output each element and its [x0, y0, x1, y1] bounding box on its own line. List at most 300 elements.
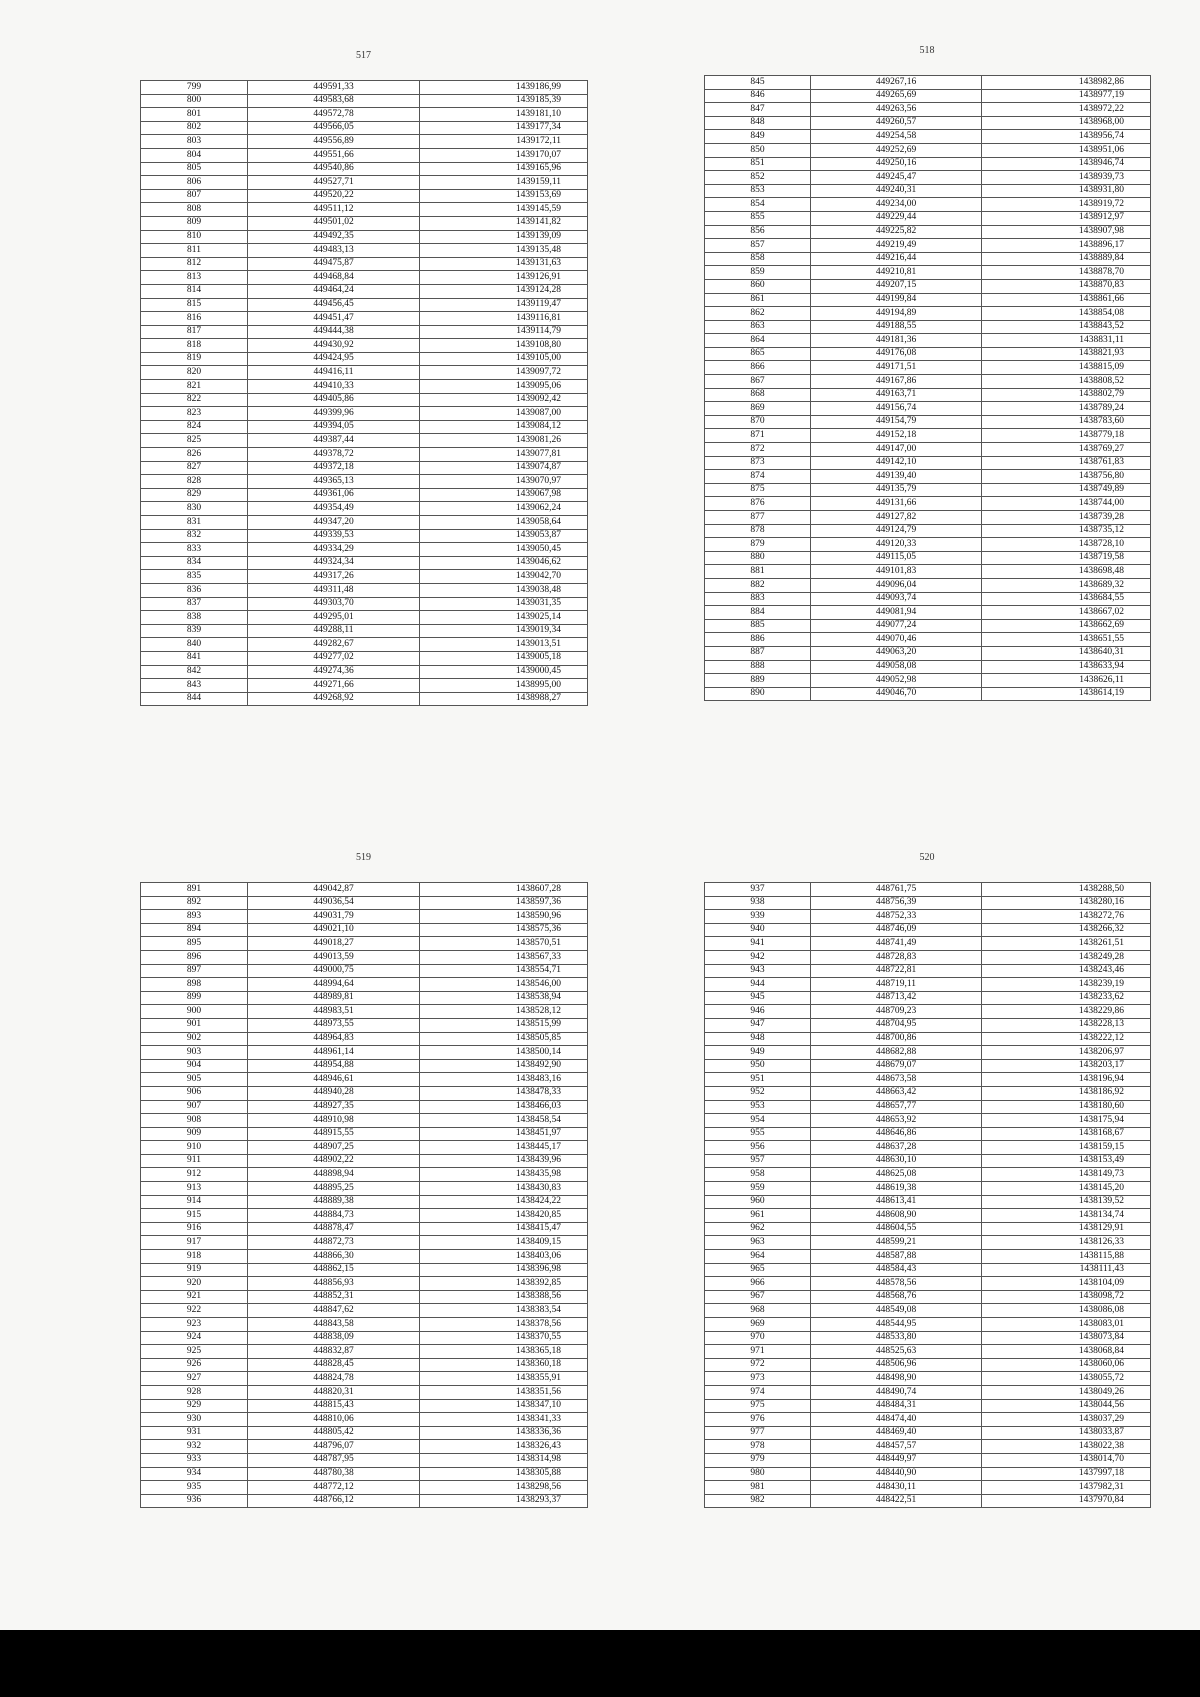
point-number: 959: [705, 1182, 811, 1196]
x-coordinate: 449229,44: [811, 211, 982, 225]
table-row: [141, 1209, 588, 1223]
x-coordinate: 449176,08: [811, 347, 982, 361]
point-number: 906: [141, 1086, 248, 1100]
y-coordinate: 1438744,00: [982, 497, 1151, 511]
x-coordinate: 449405,86: [248, 393, 420, 407]
point-number: 801: [141, 108, 248, 122]
y-coordinate: 1438180,60: [982, 1100, 1151, 1114]
table-row: [141, 216, 588, 230]
x-coordinate: 448810,06: [248, 1413, 420, 1427]
y-coordinate: 1438756,80: [982, 470, 1151, 484]
point-number: 961: [705, 1209, 811, 1223]
x-coordinate: 449077,24: [811, 619, 982, 633]
y-coordinate: 1439092,42: [420, 393, 588, 407]
x-coordinate: 448704,95: [811, 1018, 982, 1032]
y-coordinate: 1438789,24: [982, 402, 1151, 416]
page-number: 520: [919, 852, 935, 863]
table-row: [705, 1290, 1151, 1304]
y-coordinate: 1438243,46: [982, 964, 1151, 978]
y-coordinate: 1439119,47: [420, 298, 588, 312]
x-coordinate: 448653,92: [811, 1114, 982, 1128]
x-coordinate: 448843,58: [248, 1318, 420, 1332]
point-number: 913: [141, 1182, 248, 1196]
table-row: [141, 420, 588, 434]
x-coordinate: 449265,69: [811, 89, 982, 103]
y-coordinate: 1438104,09: [982, 1277, 1151, 1291]
table-row: [705, 293, 1151, 307]
point-number: 903: [141, 1046, 248, 1060]
point-number: 941: [705, 937, 811, 951]
x-coordinate: 449540,86: [248, 162, 420, 176]
y-coordinate: 1437982,31: [982, 1481, 1151, 1495]
x-coordinate: 449013,59: [248, 950, 420, 964]
coordinates-table: [140, 80, 588, 706]
table-row: [141, 1318, 588, 1332]
point-number: 876: [705, 497, 811, 511]
table-row: [141, 1263, 588, 1277]
x-coordinate: 448713,42: [811, 991, 982, 1005]
point-number: 916: [141, 1222, 248, 1236]
point-number: 805: [141, 162, 248, 176]
y-coordinate: 1438570,51: [420, 937, 588, 951]
y-coordinate: 1438396,98: [420, 1263, 588, 1277]
x-coordinate: 448973,55: [248, 1018, 420, 1032]
y-coordinate: 1438037,29: [982, 1413, 1151, 1427]
y-coordinate: 1439131,63: [420, 257, 588, 271]
table-row: [705, 1494, 1151, 1508]
point-number: 828: [141, 475, 248, 489]
y-coordinate: 1438861,66: [982, 293, 1151, 307]
y-coordinate: 1439185,39: [420, 94, 588, 108]
y-coordinate: 1438435,98: [420, 1168, 588, 1182]
table-row: [705, 1331, 1151, 1345]
x-coordinate: 448625,08: [811, 1168, 982, 1182]
table-row: [705, 320, 1151, 334]
x-coordinate: 448728,83: [811, 950, 982, 964]
point-number: 921: [141, 1290, 248, 1304]
point-number: 879: [705, 538, 811, 552]
point-number: 978: [705, 1440, 811, 1454]
y-coordinate: 1438528,12: [420, 1005, 588, 1019]
y-coordinate: 1438222,12: [982, 1032, 1151, 1046]
table-row: [141, 271, 588, 285]
table-row: [141, 189, 588, 203]
x-coordinate: 449277,02: [248, 651, 420, 665]
y-coordinate: 1438424,22: [420, 1195, 588, 1209]
table-row: [705, 1358, 1151, 1372]
point-number: 923: [141, 1318, 248, 1332]
point-number: 900: [141, 1005, 248, 1019]
x-coordinate: 448646,86: [811, 1127, 982, 1141]
y-coordinate: 1439153,69: [420, 189, 588, 203]
table-row: [705, 937, 1151, 951]
table-row: [705, 402, 1151, 416]
table-row: [141, 176, 588, 190]
x-coordinate: 449424,95: [248, 352, 420, 366]
table-row: [705, 361, 1151, 375]
point-number: 814: [141, 284, 248, 298]
y-coordinate: 1439050,45: [420, 543, 588, 557]
point-number: 852: [705, 171, 811, 185]
table-row: [705, 1304, 1151, 1318]
y-coordinate: 1438633,94: [982, 660, 1151, 674]
table-row: [705, 964, 1151, 978]
table-row: [705, 950, 1151, 964]
point-number: 974: [705, 1385, 811, 1399]
x-coordinate: 449260,57: [811, 116, 982, 130]
point-number: 919: [141, 1263, 248, 1277]
table-row: [141, 434, 588, 448]
x-coordinate: 449572,78: [248, 108, 420, 122]
table-row: [705, 619, 1151, 633]
y-coordinate: 1438126,33: [982, 1236, 1151, 1250]
y-coordinate: 1438815,09: [982, 361, 1151, 375]
y-coordinate: 1438115,88: [982, 1250, 1151, 1264]
y-coordinate: 1439114,79: [420, 325, 588, 339]
point-number: 830: [141, 502, 248, 516]
table-row: [705, 687, 1151, 701]
table-row: [705, 511, 1151, 525]
table-row: [705, 429, 1151, 443]
y-coordinate: 1438439,96: [420, 1154, 588, 1168]
y-coordinate: 1439077,81: [420, 448, 588, 462]
table-row: [141, 1086, 588, 1100]
table-row: [705, 1195, 1151, 1209]
x-coordinate: 448847,62: [248, 1304, 420, 1318]
point-number: 980: [705, 1467, 811, 1481]
x-coordinate: 448796,07: [248, 1440, 420, 1454]
page-number: 519: [356, 852, 371, 863]
x-coordinate: 449210,81: [811, 266, 982, 280]
y-coordinate: 1438651,55: [982, 633, 1151, 647]
y-coordinate: 1438662,69: [982, 619, 1151, 633]
point-number: 872: [705, 443, 811, 457]
x-coordinate: 449031,79: [248, 910, 420, 924]
x-coordinate: 449154,79: [811, 415, 982, 429]
y-coordinate: 1438614,19: [982, 687, 1151, 701]
coordinates-table: [704, 75, 1151, 701]
x-coordinate: 448637,28: [811, 1141, 982, 1155]
y-coordinate: 1438139,52: [982, 1195, 1151, 1209]
x-coordinate: 448866,30: [248, 1250, 420, 1264]
y-coordinate: 1438500,14: [420, 1046, 588, 1060]
table-row: [705, 1100, 1151, 1114]
table-row: [705, 551, 1151, 565]
point-number: 939: [705, 910, 811, 924]
point-number: 808: [141, 203, 248, 217]
x-coordinate: 449181,36: [811, 334, 982, 348]
x-coordinate: 449271,66: [248, 679, 420, 693]
y-coordinate: 1438597,36: [420, 896, 588, 910]
y-coordinate: 1438326,43: [420, 1440, 588, 1454]
y-coordinate: 1439172,11: [420, 135, 588, 149]
point-number: 891: [141, 883, 248, 897]
x-coordinate: 448907,25: [248, 1141, 420, 1155]
table-row: [141, 1372, 588, 1386]
x-coordinate: 448954,88: [248, 1059, 420, 1073]
y-coordinate: 1439013,51: [420, 638, 588, 652]
point-number: 954: [705, 1114, 811, 1128]
y-coordinate: 1439145,59: [420, 203, 588, 217]
y-coordinate: 1438445,17: [420, 1141, 588, 1155]
table-row: [141, 570, 588, 584]
x-coordinate: 449240,31: [811, 184, 982, 198]
y-coordinate: 1438843,52: [982, 320, 1151, 334]
x-coordinate: 449475,87: [248, 257, 420, 271]
table-row: [141, 1481, 588, 1495]
page-number: 517: [356, 50, 371, 61]
y-coordinate: 1437997,18: [982, 1467, 1151, 1481]
point-number: 931: [141, 1426, 248, 1440]
point-number: 979: [705, 1453, 811, 1467]
y-coordinate: 1438982,86: [982, 76, 1151, 90]
point-number: 950: [705, 1059, 811, 1073]
x-coordinate: 448682,88: [811, 1046, 982, 1060]
table-row: [141, 393, 588, 407]
y-coordinate: 1438689,32: [982, 578, 1151, 592]
x-coordinate: 448746,09: [811, 923, 982, 937]
x-coordinate: 449399,96: [248, 407, 420, 421]
x-coordinate: 448430,11: [811, 1481, 982, 1495]
y-coordinate: 1439058,64: [420, 516, 588, 530]
y-coordinate: 1438968,00: [982, 116, 1151, 130]
x-coordinate: 449156,74: [811, 402, 982, 416]
table-row: [705, 991, 1151, 1005]
table-row: [705, 538, 1151, 552]
x-coordinate: 449267,16: [811, 76, 982, 90]
x-coordinate: 449234,00: [811, 198, 982, 212]
y-coordinate: 1439084,12: [420, 420, 588, 434]
table-row: [141, 1032, 588, 1046]
table-row: [705, 130, 1151, 144]
y-coordinate: 1438111,43: [982, 1263, 1151, 1277]
point-number: 829: [141, 488, 248, 502]
x-coordinate: 449018,27: [248, 937, 420, 951]
table-row: [705, 1018, 1151, 1032]
y-coordinate: 1438272,76: [982, 910, 1151, 924]
table-row: [705, 1426, 1151, 1440]
point-number: 878: [705, 524, 811, 538]
table-row: [141, 135, 588, 149]
x-coordinate: 449520,22: [248, 189, 420, 203]
y-coordinate: 1439124,28: [420, 284, 588, 298]
y-coordinate: 1438808,52: [982, 375, 1151, 389]
point-number: 896: [141, 950, 248, 964]
x-coordinate: 449317,26: [248, 570, 420, 584]
x-coordinate: 448915,55: [248, 1127, 420, 1141]
point-number: 841: [141, 651, 248, 665]
point-number: 971: [705, 1345, 811, 1359]
table-row: [141, 1154, 588, 1168]
point-number: 917: [141, 1236, 248, 1250]
table-row: [705, 1440, 1151, 1454]
page-number: 518: [919, 45, 935, 56]
point-number: 848: [705, 116, 811, 130]
table-row: [705, 456, 1151, 470]
x-coordinate: 448484,31: [811, 1399, 982, 1413]
x-coordinate: 448700,86: [811, 1032, 982, 1046]
table-row: [141, 978, 588, 992]
table-row: [141, 1467, 588, 1481]
point-number: 803: [141, 135, 248, 149]
table-row: [705, 171, 1151, 185]
y-coordinate: 1439116,81: [420, 312, 588, 326]
y-coordinate: 1439046,62: [420, 556, 588, 570]
y-coordinate: 1438626,11: [982, 674, 1151, 688]
x-coordinate: 448544,95: [811, 1318, 982, 1332]
point-number: 873: [705, 456, 811, 470]
x-coordinate: 448862,15: [248, 1263, 420, 1277]
table-row: [141, 1168, 588, 1182]
point-number: 935: [141, 1481, 248, 1495]
point-number: 838: [141, 611, 248, 625]
x-coordinate: 449387,44: [248, 434, 420, 448]
x-coordinate: 449093,74: [811, 592, 982, 606]
table-row: [705, 1345, 1151, 1359]
point-number: 858: [705, 252, 811, 266]
y-coordinate: 1438360,18: [420, 1358, 588, 1372]
x-coordinate: 448457,57: [811, 1440, 982, 1454]
table-row: [141, 352, 588, 366]
x-coordinate: 448832,87: [248, 1345, 420, 1359]
x-coordinate: 448469,40: [811, 1426, 982, 1440]
point-number: 825: [141, 434, 248, 448]
point-number: 835: [141, 570, 248, 584]
y-coordinate: 1438466,03: [420, 1100, 588, 1114]
y-coordinate: 1438014,70: [982, 1453, 1151, 1467]
y-coordinate: 1438988,27: [420, 692, 588, 706]
table-row: [705, 1127, 1151, 1141]
y-coordinate: 1439141,82: [420, 216, 588, 230]
x-coordinate: 448884,73: [248, 1209, 420, 1223]
point-number: 860: [705, 279, 811, 293]
x-coordinate: 448852,31: [248, 1290, 420, 1304]
table-row: [705, 225, 1151, 239]
y-coordinate: 1438546,00: [420, 978, 588, 992]
x-coordinate: 448805,42: [248, 1426, 420, 1440]
y-coordinate: 1439005,18: [420, 651, 588, 665]
y-coordinate: 1439126,91: [420, 271, 588, 285]
x-coordinate: 449188,55: [811, 320, 982, 334]
table-row: [705, 470, 1151, 484]
y-coordinate: 1438590,96: [420, 910, 588, 924]
point-number: 846: [705, 89, 811, 103]
point-number: 871: [705, 429, 811, 443]
table-row: [141, 448, 588, 462]
y-coordinate: 1439177,34: [420, 121, 588, 135]
table-row: [705, 266, 1151, 280]
y-coordinate: 1438288,50: [982, 883, 1151, 897]
y-coordinate: 1439000,45: [420, 665, 588, 679]
x-coordinate: 449456,45: [248, 298, 420, 312]
table-row: [141, 1100, 588, 1114]
x-coordinate: 448619,38: [811, 1182, 982, 1196]
point-number: 957: [705, 1154, 811, 1168]
table-row: [141, 475, 588, 489]
y-coordinate: 1438249,28: [982, 950, 1151, 964]
y-coordinate: 1439159,11: [420, 176, 588, 190]
y-coordinate: 1438802,79: [982, 388, 1151, 402]
y-coordinate: 1438684,55: [982, 592, 1151, 606]
x-coordinate: 449303,70: [248, 597, 420, 611]
y-coordinate: 1439186,99: [420, 81, 588, 95]
point-number: 937: [705, 883, 811, 897]
x-coordinate: 448498,90: [811, 1372, 982, 1386]
x-coordinate: 449219,49: [811, 239, 982, 253]
x-coordinate: 449254,58: [811, 130, 982, 144]
point-number: 976: [705, 1413, 811, 1427]
y-coordinate: 1438022,38: [982, 1440, 1151, 1454]
point-number: 908: [141, 1114, 248, 1128]
x-coordinate: 448549,08: [811, 1304, 982, 1318]
x-coordinate: 448772,12: [248, 1481, 420, 1495]
table-row: [141, 339, 588, 353]
x-coordinate: 448673,58: [811, 1073, 982, 1087]
x-coordinate: 448983,51: [248, 1005, 420, 1019]
y-coordinate: 1438149,73: [982, 1168, 1151, 1182]
x-coordinate: 448474,40: [811, 1413, 982, 1427]
x-coordinate: 449268,92: [248, 692, 420, 706]
x-coordinate: 449324,34: [248, 556, 420, 570]
y-coordinate: 1438129,91: [982, 1222, 1151, 1236]
table-row: [705, 1182, 1151, 1196]
x-coordinate: 449430,92: [248, 339, 420, 353]
y-coordinate: 1438153,49: [982, 1154, 1151, 1168]
table-row: [141, 1440, 588, 1454]
y-coordinate: 1438233,62: [982, 991, 1151, 1005]
table-row: [705, 633, 1151, 647]
y-coordinate: 1438831,11: [982, 334, 1151, 348]
point-number: 905: [141, 1073, 248, 1087]
point-number: 953: [705, 1100, 811, 1114]
table-row: [141, 162, 588, 176]
y-coordinate: 1438821,93: [982, 347, 1151, 361]
point-number: 849: [705, 130, 811, 144]
x-coordinate: 449416,11: [248, 366, 420, 380]
table-row: [141, 556, 588, 570]
table-row: [705, 1399, 1151, 1413]
x-coordinate: 449451,47: [248, 312, 420, 326]
point-number: 839: [141, 624, 248, 638]
table-row: [141, 692, 588, 706]
point-number: 960: [705, 1195, 811, 1209]
point-number: 806: [141, 176, 248, 190]
x-coordinate: 449063,20: [811, 646, 982, 660]
table-row: [705, 184, 1151, 198]
x-coordinate: 449468,84: [248, 271, 420, 285]
y-coordinate: 1439042,70: [420, 570, 588, 584]
point-number: 813: [141, 271, 248, 285]
x-coordinate: 449000,75: [248, 964, 420, 978]
y-coordinate: 1438383,54: [420, 1304, 588, 1318]
x-coordinate: 449207,15: [811, 279, 982, 293]
x-coordinate: 449171,51: [811, 361, 982, 375]
y-coordinate: 1438055,72: [982, 1372, 1151, 1386]
table-row: [705, 157, 1151, 171]
x-coordinate: 449101,83: [811, 565, 982, 579]
x-coordinate: 448856,93: [248, 1277, 420, 1291]
table-row: [141, 1331, 588, 1345]
x-coordinate: 449216,44: [811, 252, 982, 266]
table-row: [141, 1182, 588, 1196]
point-number: 943: [705, 964, 811, 978]
x-coordinate: 449372,18: [248, 461, 420, 475]
y-coordinate: 1438098,72: [982, 1290, 1151, 1304]
point-number: 807: [141, 189, 248, 203]
y-coordinate: 1438912,97: [982, 211, 1151, 225]
y-coordinate: 1438939,73: [982, 171, 1151, 185]
x-coordinate: 448719,11: [811, 978, 982, 992]
